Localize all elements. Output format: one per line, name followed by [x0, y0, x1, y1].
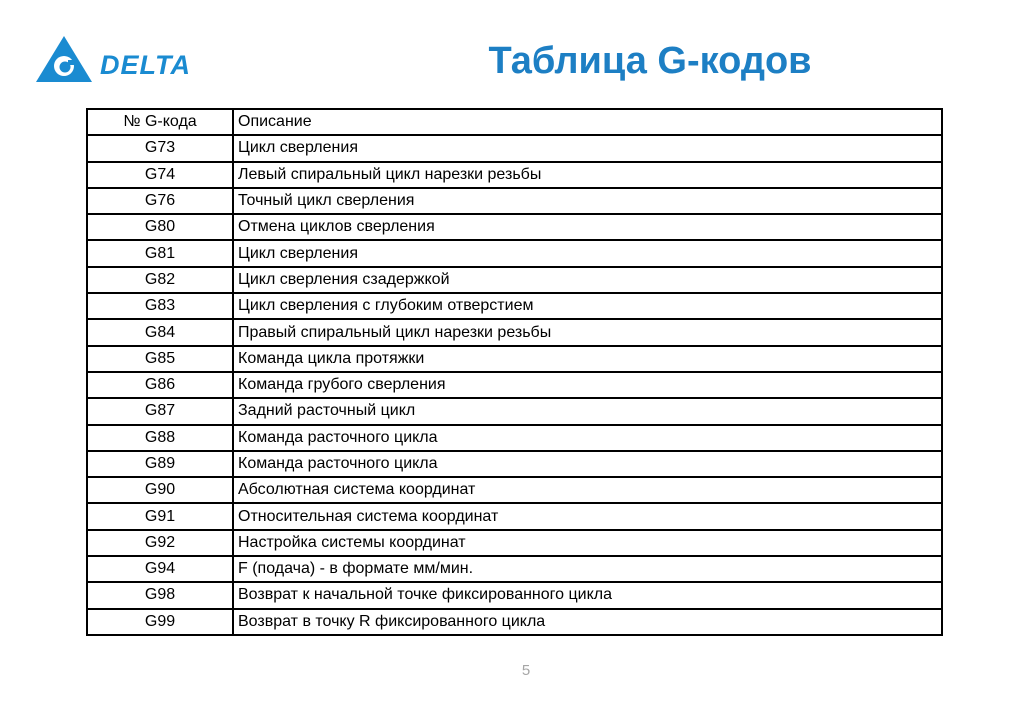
table-row: [87, 530, 942, 556]
description-cell: Отмена циклов сверления: [233, 214, 942, 240]
g-code-table: [86, 108, 943, 636]
page-number: 5: [521, 662, 531, 679]
table-row: [87, 609, 942, 635]
delta-triangle-icon: [34, 34, 94, 84]
description-cell: Команда расточного цикла: [233, 451, 942, 477]
table-row: [87, 135, 942, 161]
g-code-cell: G81: [87, 240, 233, 266]
g-code-cell: G90: [87, 477, 233, 503]
logo-text: DELTA: [100, 49, 191, 80]
description-cell: Цикл сверления с глубоким отверстием: [233, 293, 942, 319]
table-row: [87, 398, 942, 424]
table-row: [87, 346, 942, 372]
g-code-cell: G82: [87, 267, 233, 293]
g-code-cell: G84: [87, 319, 233, 345]
table-row: [87, 188, 942, 214]
g-code-cell: G92: [87, 530, 233, 556]
table-row: [87, 503, 942, 529]
g-code-cell: G83: [87, 293, 233, 319]
g-code-cell: G94: [87, 556, 233, 582]
description-cell: Настройка системы координат: [233, 530, 942, 556]
delta-logo: [34, 34, 191, 84]
description-cell: Цикл сверления сзадержкой: [233, 267, 942, 293]
table-row: [87, 477, 942, 503]
table-row: [87, 556, 942, 582]
description-cell: Абсолютная система координат: [233, 477, 942, 503]
g-code-cell: G91: [87, 503, 233, 529]
page-title: Таблица G-кодов: [488, 40, 812, 82]
table-row: [87, 267, 942, 293]
g-code-cell: G73: [87, 135, 233, 161]
g-code-cell: G76: [87, 188, 233, 214]
table-row: [87, 240, 942, 266]
g-code-cell: G88: [87, 425, 233, 451]
description-cell: Возврат в точку R фиксированного цикла: [233, 609, 942, 635]
table-row: [87, 451, 942, 477]
header-code: № G-кода: [87, 109, 233, 135]
description-cell: Цикл сверления: [233, 135, 942, 161]
table-header-row: [87, 109, 942, 135]
g-code-cell: G85: [87, 346, 233, 372]
description-cell: Команда цикла протяжки: [233, 346, 942, 372]
description-cell: Цикл сверления: [233, 240, 942, 266]
description-cell: Левый спиральный цикл нарезки резьбы: [233, 162, 942, 188]
g-code-cell: G86: [87, 372, 233, 398]
table-row: [87, 319, 942, 345]
table-row: [87, 214, 942, 240]
table-row: [87, 162, 942, 188]
description-cell: Команда грубого сверления: [233, 372, 942, 398]
g-code-cell: G99: [87, 609, 233, 635]
description-cell: Возврат к начальной точке фиксированного цикла: [233, 582, 942, 608]
g-code-cell: G89: [87, 451, 233, 477]
description-cell: Относительная система координат: [233, 503, 942, 529]
header-description: Описание: [233, 109, 942, 135]
table-row: [87, 425, 942, 451]
g-code-cell: G87: [87, 398, 233, 424]
description-cell: Правый спиральный цикл нарезки резьбы: [233, 319, 942, 345]
table-row: [87, 293, 942, 319]
g-code-cell: G98: [87, 582, 233, 608]
g-code-cell: G74: [87, 162, 233, 188]
description-cell: Задний расточный цикл: [233, 398, 942, 424]
description-cell: F (подача) - в формате мм/мин.: [233, 556, 942, 582]
table-row: [87, 582, 942, 608]
table-row: [87, 372, 942, 398]
g-code-cell: G80: [87, 214, 233, 240]
description-cell: Команда расточного цикла: [233, 425, 942, 451]
description-cell: Точный цикл сверления: [233, 188, 942, 214]
